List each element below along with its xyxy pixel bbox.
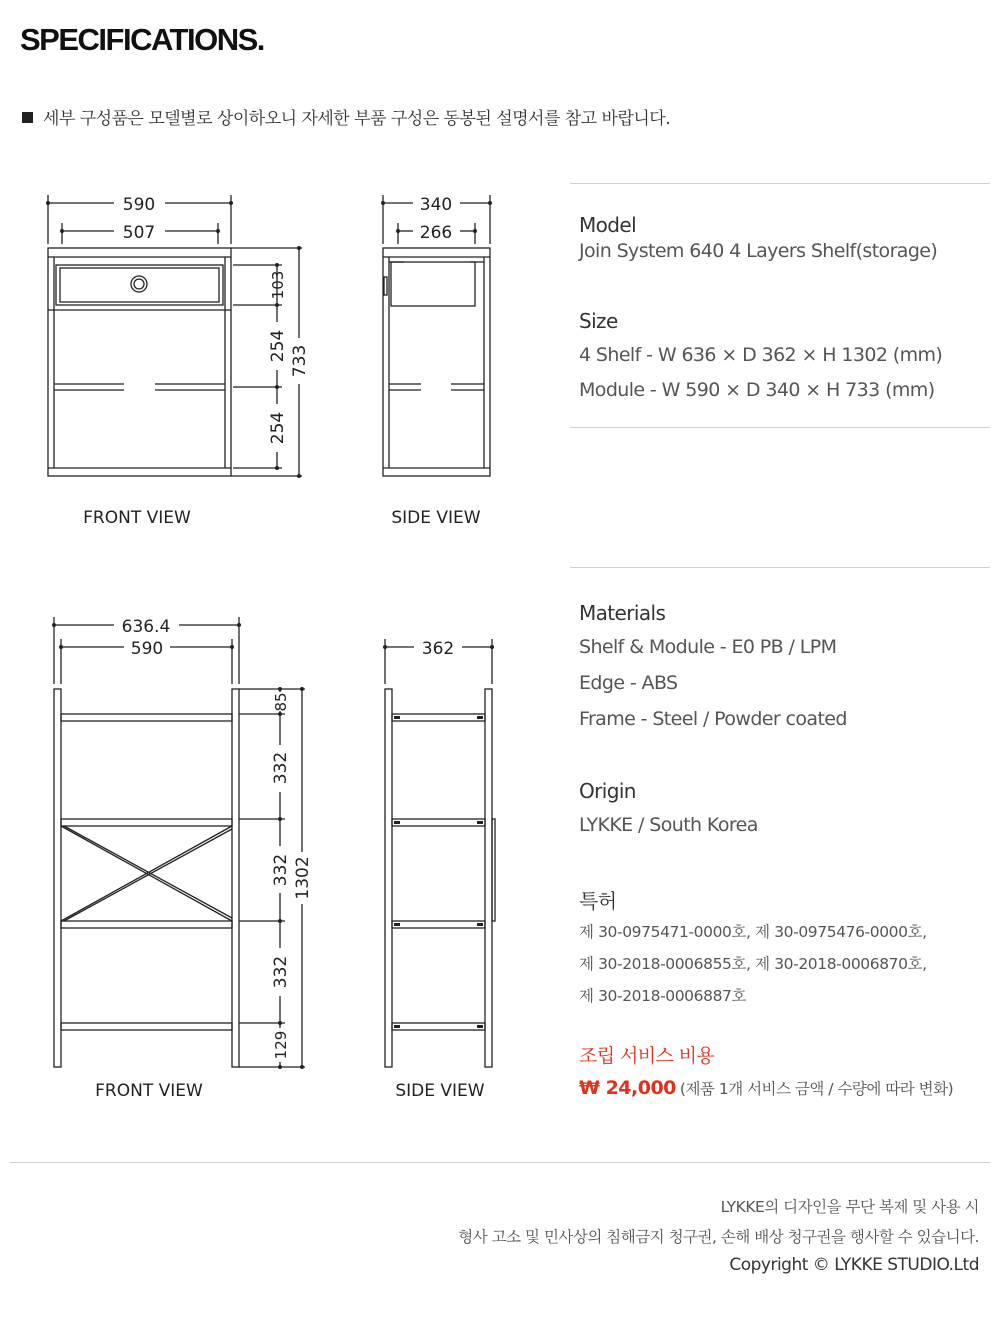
dim-shelf-inner-width: 590 bbox=[130, 639, 164, 659]
footer-divider bbox=[10, 1162, 990, 1163]
divider bbox=[570, 567, 990, 568]
dim-module-drawer-height: 103 bbox=[269, 270, 287, 300]
assembly-price-row bbox=[579, 1077, 953, 1099]
patent-label: 특허 bbox=[579, 889, 617, 913]
dim-shelf-top: 85 bbox=[272, 692, 290, 712]
dim-module-depth: 340 bbox=[419, 195, 453, 215]
copyright: Copyright © LYKKE STUDIO.Ltd bbox=[729, 1255, 979, 1275]
materials-line: Frame - Steel / Powder coated bbox=[579, 708, 847, 730]
dim-shelf-tier1: 332 bbox=[271, 751, 291, 785]
origin-label: Origin bbox=[579, 779, 636, 803]
materials-label: Materials bbox=[579, 601, 666, 625]
model-label: Model bbox=[579, 213, 637, 237]
dim-shelf-tier3: 332 bbox=[271, 955, 291, 989]
model-value: Join System 640 4 Layers Shelf(storage) bbox=[579, 240, 938, 262]
dim-module-width: 590 bbox=[122, 195, 156, 215]
divider bbox=[570, 427, 990, 428]
dim-shelf-tier2: 332 bbox=[271, 853, 291, 887]
dim-module-mid-height: 254 bbox=[268, 329, 288, 363]
shelf-front-caption: FRONT VIEW bbox=[95, 1081, 203, 1101]
shelf-side-drawing bbox=[385, 639, 495, 1067]
origin-value: LYKKE / South Korea bbox=[579, 814, 758, 836]
dim-module-total-height: 733 bbox=[290, 344, 310, 378]
dim-module-inner-depth: 266 bbox=[419, 223, 453, 243]
dim-shelf-depth: 362 bbox=[421, 639, 455, 659]
shelf-front-drawing bbox=[54, 617, 305, 1067]
dim-module-bottom-height: 254 bbox=[268, 411, 288, 445]
footer-line: LYKKE의 디자인을 무단 복제 및 사용 시 bbox=[720, 1198, 979, 1216]
patent-line: 제 30-2018-0006887호 bbox=[579, 987, 747, 1005]
shelf-side-caption: SIDE VIEW bbox=[395, 1081, 485, 1101]
module-front-drawing bbox=[48, 195, 302, 476]
assembly-label: 조립 서비스 비용 bbox=[579, 1045, 715, 1067]
materials-line: Edge - ABS bbox=[579, 672, 678, 694]
dim-shelf-width: 636.4 bbox=[121, 617, 171, 637]
size-line: Module - W 590 × D 340 × H 733 (mm) bbox=[579, 379, 935, 401]
patent-line: 제 30-2018-0006855호, 제 30-2018-0006870호, bbox=[579, 955, 927, 973]
materials-line: Shelf & Module - E0 PB / LPM bbox=[579, 636, 837, 658]
assembly-price: ₩ 24,000 bbox=[579, 1077, 676, 1099]
dim-shelf-total-height: 1302 bbox=[293, 856, 313, 900]
dim-module-inner-width: 507 bbox=[122, 223, 156, 243]
size-line: 4 Shelf - W 636 × D 362 × H 1302 (mm) bbox=[579, 344, 943, 366]
module-side-caption: SIDE VIEW bbox=[391, 508, 481, 528]
footer-line: 형사 고소 및 민사상의 침해금지 청구권, 손해 배상 청구권을 행사할 수 있습니다. bbox=[458, 1228, 979, 1246]
size-label: Size bbox=[579, 309, 618, 333]
assembly-note: (제품 1개 서비스 금액 / 수량에 따라 변화) bbox=[679, 1080, 954, 1098]
page-title: SPECIFICATIONS. bbox=[20, 22, 264, 57]
module-front-caption: FRONT VIEW bbox=[83, 508, 191, 528]
dim-shelf-bottom: 129 bbox=[272, 1030, 290, 1060]
patent-line: 제 30-0975471-0000호, 제 30-0975476-0000호, bbox=[579, 923, 927, 941]
notice-text: 세부 구성품은 모델별로 상이하오니 자세한 부품 구성은 동봉된 설명서를 참고 바랍니다. bbox=[43, 109, 671, 129]
divider bbox=[570, 183, 990, 184]
